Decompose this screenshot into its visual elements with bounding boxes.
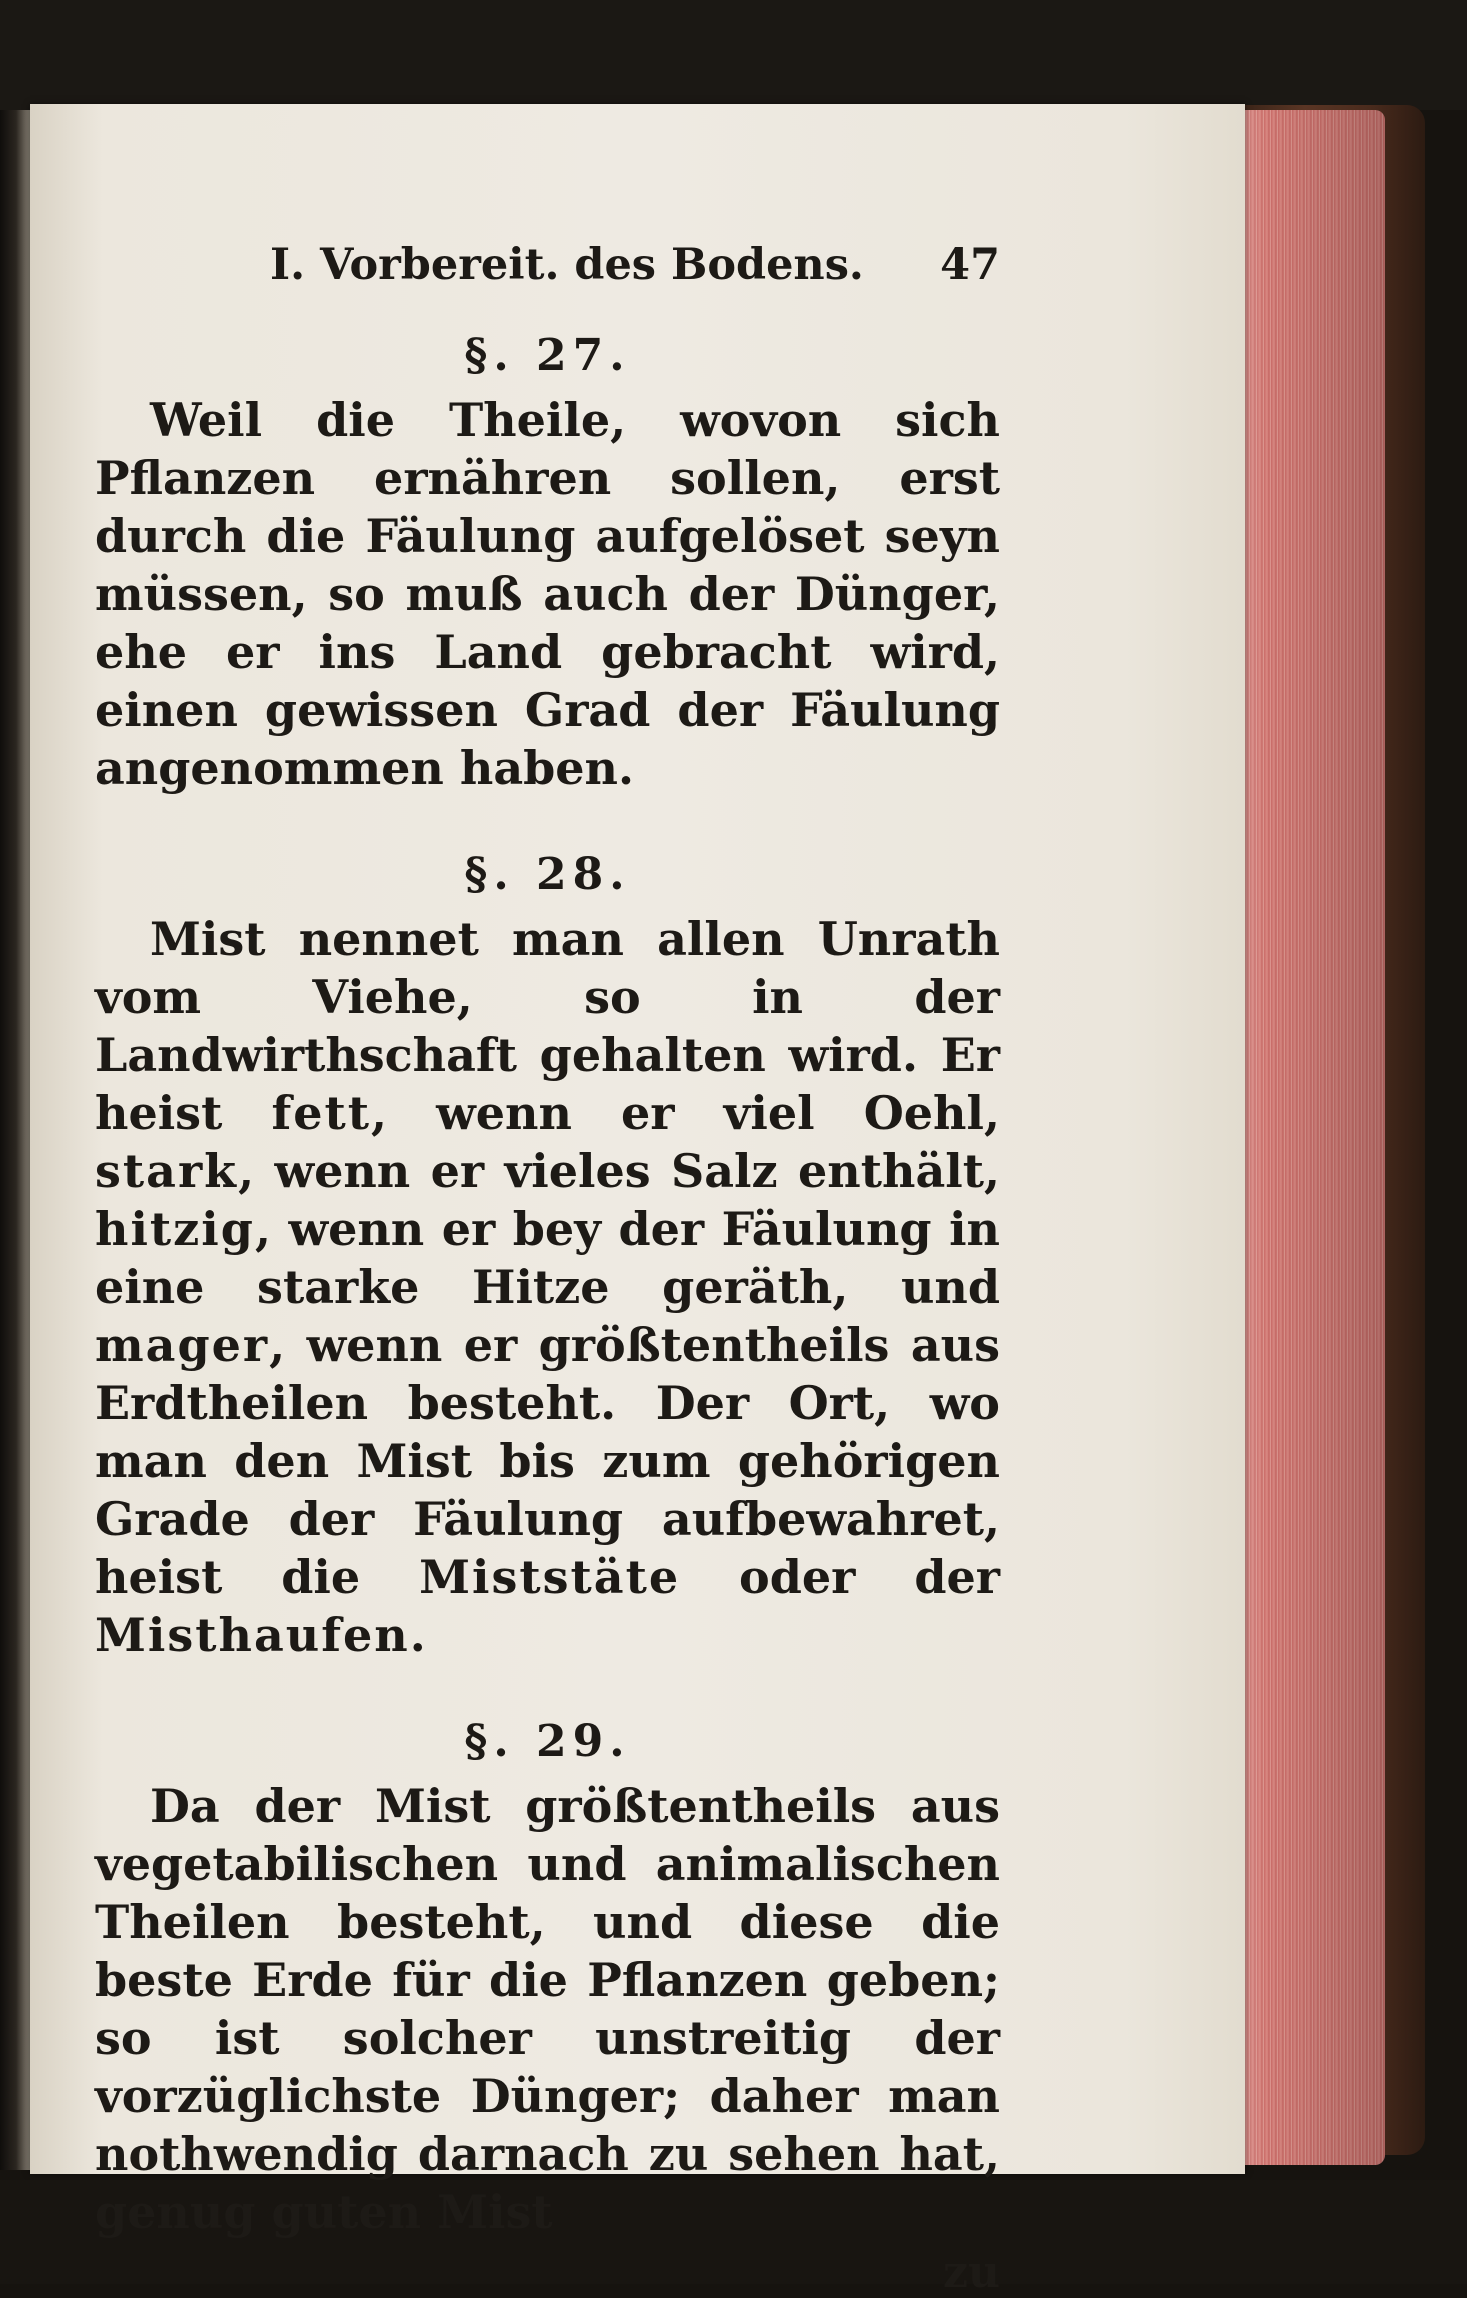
paragraph-28-text-7: .: [409, 1608, 426, 1662]
term-hitzig: hitzig: [95, 1202, 255, 1256]
running-header: [95, 240, 1000, 300]
paragraph-27-text: Weil die Theile, wovon sich Pflanzen ernähren sollen, erst durch die Fäulung aufgelöset seyn müssen, so muß auch der Dünger, ehe er ins Land gebracht wird, einen gewissen Grad der Fäulung angenommen haben.: [95, 393, 1000, 795]
paragraph-29-text: Da der Mist größtentheils aus vegetabilischen und animalischen Theilen besteht, und diese die beste Erde für die Pflanzen geben; so ist solcher unstreitig der vorzüglichste Dünger; daher man nothwendig darnach zu sehen hat, genug guten Mist: [95, 1779, 1000, 2239]
background-top: [0, 0, 1467, 110]
paragraph-28-text-1: Mist nennet man allen Unrath vom Viehe, so in der Landwirthschaft gehalten wird. Er heist: [95, 912, 1000, 1140]
paragraph-27: [95, 391, 1000, 797]
page-number: 47: [940, 240, 1000, 290]
section-heading-28: §. 28.: [464, 849, 631, 900]
page-text: [95, 330, 1000, 2298]
term-fett: fett: [271, 1086, 372, 1140]
paragraph-28-text-5: , wenn er größtentheils aus Erdtheilen besteht. Der Ort, wo man den Mist bis zum gehörigen Grade der Fäulung aufbewahret, heist die: [95, 1318, 1000, 1604]
running-title: I. Vorbereit. des Bodens.: [270, 240, 864, 290]
paragraph-28-text-2: , wenn er viel Oehl,: [371, 1086, 1000, 1140]
paragraph-28: [95, 910, 1000, 1664]
catchword: zu: [943, 2247, 1000, 2298]
paragraph-28-text-4: , wenn er bey der Fäulung in eine starke Hitze geräth, und: [95, 1202, 1000, 1314]
term-misthaufen: Misthaufen: [95, 1608, 410, 1662]
term-miststaete: Miststäte: [419, 1550, 681, 1604]
term-mager: mager: [95, 1318, 270, 1372]
paragraph-28-text-3: , wenn er vieles Salz enthält,: [238, 1144, 1000, 1198]
section-heading-27: §. 27.: [464, 330, 631, 381]
section-heading-29: §. 29.: [464, 1716, 631, 1767]
paragraph-29: [95, 1777, 1000, 2241]
term-stark: stark: [95, 1144, 239, 1198]
paragraph-28-text-6: oder der: [680, 1550, 1001, 1604]
